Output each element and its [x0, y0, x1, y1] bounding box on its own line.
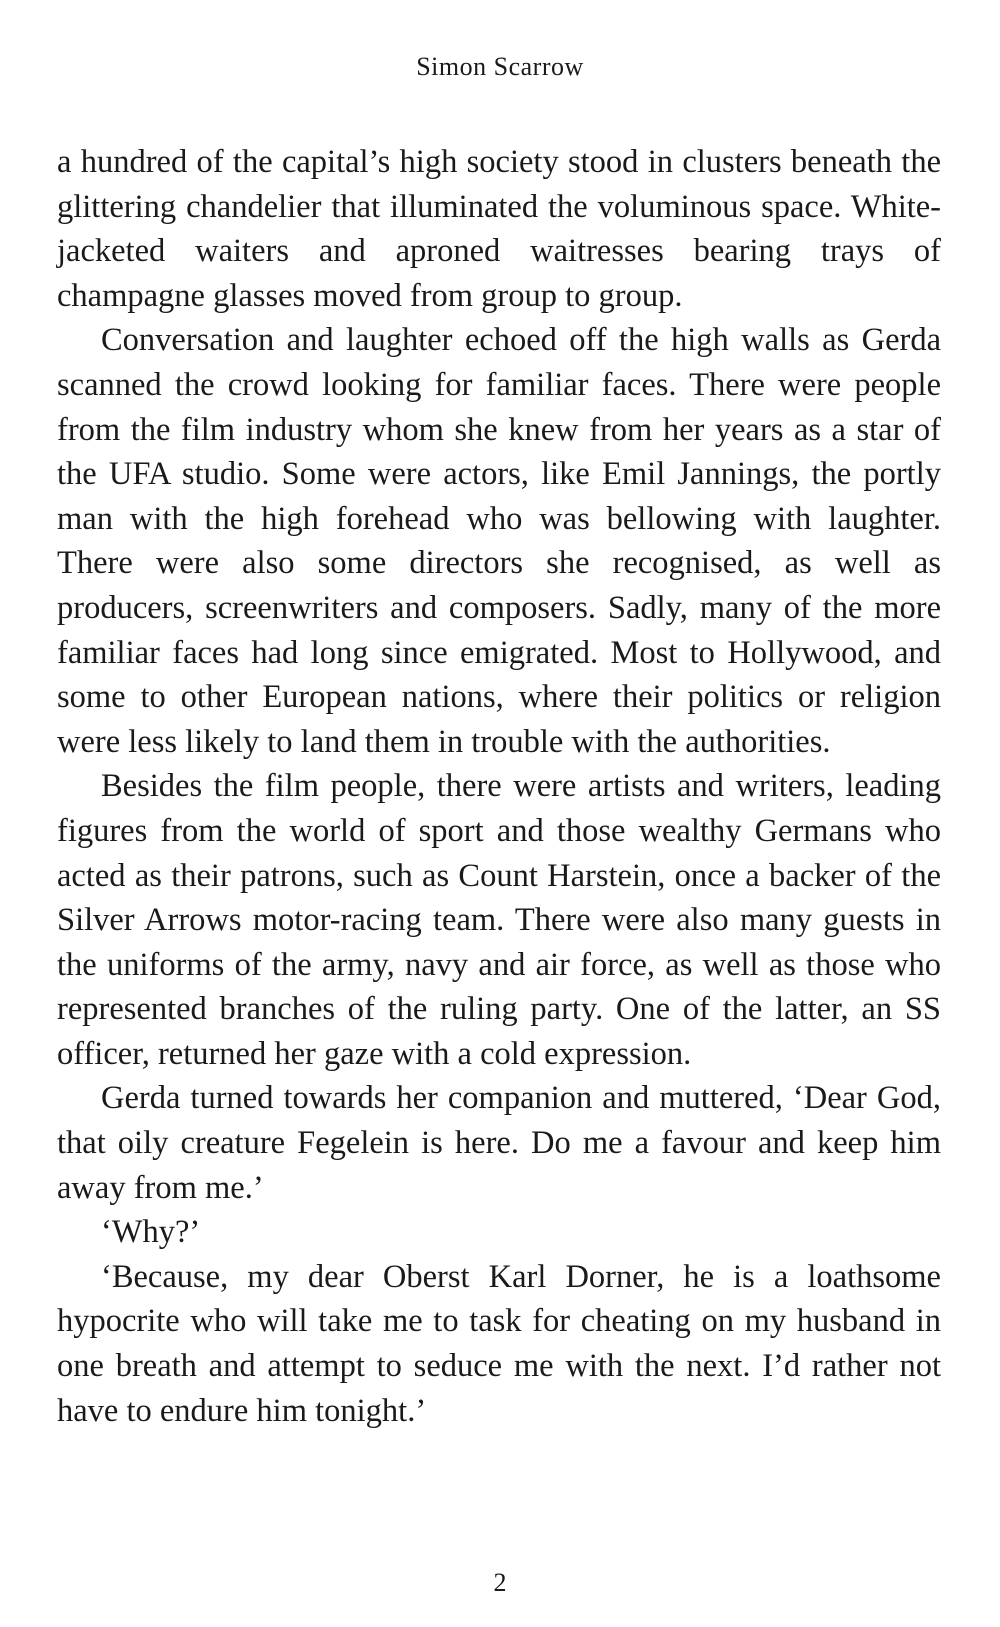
paragraph: Conversation and laughter echoed off the high walls as Gerda scanned the crowd looking for familiar faces. There were people from the film industry whom she knew from her years as a star of the UFA studio. Some were actors, like Emil Jannings, the portly man with the high forehead who was bellowing with laughter. There were also some directors she recognised, as well as producers, screenwriters and composers. Sadly, many of the more familiar faces had long since emigrated. Most to Hollywood, and some to other European nations, where their politics or religion were less likely to land them in trouble with the authorities.	[57, 322, 941, 760]
running-head-author: Simon Scarrow	[416, 52, 584, 81]
paragraph: a hundred of the capital’s high society stood in clusters beneath the glittering chandelier that illuminated the voluminous space. White-jacketed waiters and aproned waitresses bearing trays of champagne glasses moved from group to group.	[57, 144, 941, 314]
paragraph: ‘Why?’	[101, 1214, 201, 1251]
body-text	[57, 140, 941, 1433]
paragraph: Gerda turned towards her companion and muttered, ‘Dear God, that oily creature Fegelein is here. Do me a favour and keep him away from me.’	[57, 1080, 941, 1206]
paragraph: Besides the film people, there were artists and writers, leading figures from the world of sport and those wealthy Germans who acted as their patrons, such as Count Harstein, once a backer of the Silver Arrows motor-racing team. There were also many guests in the uniforms of the army, navy and air force, as well as those who represented branches of the ruling party. One of the latter, an SS officer, returned her gaze with a cold expression.	[57, 768, 941, 1072]
paragraph: ‘Because, my dear Oberst Karl Dorner, he is a loathsome hypocrite who will take me to task for cheating on my husband in one breath and attempt to seduce me with the next. I’d rather not have to endure him tonight.’	[57, 1258, 941, 1429]
page-number: 2	[493, 1568, 507, 1597]
